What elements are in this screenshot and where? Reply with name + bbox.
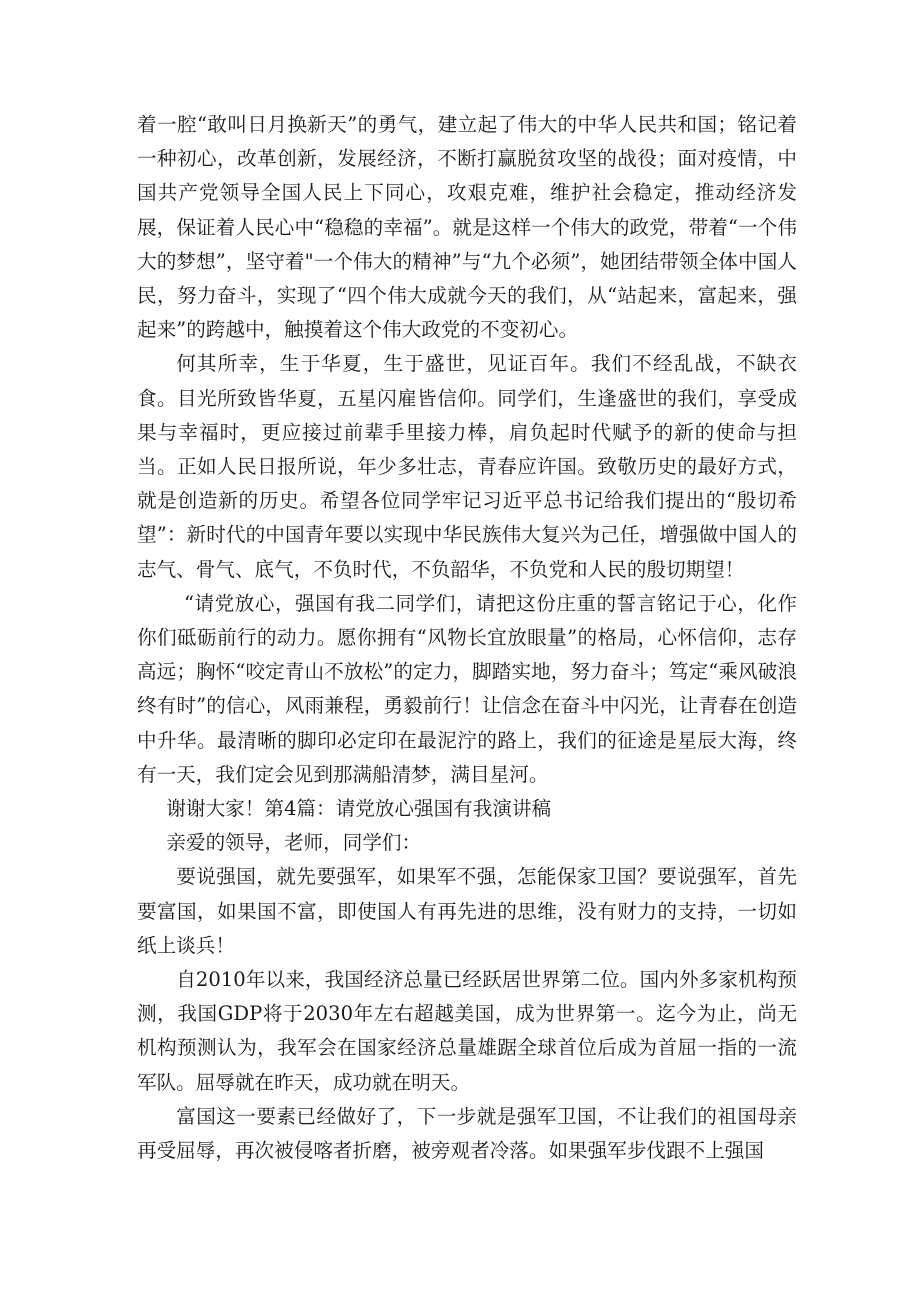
document-body	[137, 108, 797, 1168]
paragraph-economy: 自2010年以来，我国经济总量已经跃居世界第二位。国内外多家机构预测，我国GDP将于2030年左右超越美国，成为世界第一。迄今为止，尚无机构预测认为，我军会在国家经济总量雄踞全球首位后成为首屈一指的一流军队。屈辱就在昨天，成功就在明天。	[137, 968, 797, 1094]
paragraph-strong-army: 要说强国，就先要强军，如果军不强，怎能保家卫国？要说强军，首先要富国，如果国不富，即使国人有再先进的思维，没有财力的支持，一切如纸上谈兵！	[137, 865, 797, 957]
salutation: 亲爱的领导，老师，同学们：	[166, 831, 422, 855]
paragraph-next-step: 富国这一要素已经做好了，下一步就是强军卫国，不让我们的祖国母亲再受屈辱，再次被侵喀者折磨，被旁观者冷落。如果强军步伐跟不上强国	[137, 1104, 797, 1163]
paragraph-pledge: “请党放心，强国有我二同学们，请把这份庄重的誓言铭记于心，化作你们砥砺前行的动力。愿你拥有“风物长宜放眼量”的格局，心怀信仰，志存高远；胸怀“咬定青山不放松”的定力，脚踏实地，努力奋斗；笃定“乘风破浪终有时”的信心，风雨兼程，勇毅前行！让信念在奋斗中闪光，让青春在创造中升华。最清晰的脚印必定印在最泥泞的路上，我们的征途是星辰大海，终有一天，我们定会见到那满船清梦，满目星河。	[137, 591, 797, 786]
paragraph-blessed-era: 何其所幸，生于华夏，生于盛世，见证百年。我们不经乱战，不缺衣食。目光所致皆华夏，五星闪雇皆信仰。同学们，生逢盛世的我们，享受成果与幸福时，更应接过前辈手里接力棒，肩负起时代赋予的新的使命与担当。正如人民日报所说，年少多壮志，青春应许国。致敬历史的最好方式，就是创造新的历史。希望各位同学牢记习近平总书记给我们提出的“殷切希望”：新时代的中国青年要以实现中华民族伟大复兴为己任，增强做中国人的志气、骨气、底气，不负时代，不负韶华，不负党和人民的殷切期望！	[137, 352, 797, 581]
paragraph-continuation: 着一腔“敢叫日月换新天”的勇气，建立起了伟大的中华人民共和国；铭记着一种初心，改革创新，发展经济，不断打赢脱贫攻坚的战役；面对疫情，中国共产党领导全国人民上下同心，攻艰克难，维护社会稳定，推动经济发展，保证着人民心中“稳稳的幸福”。就是这样一个伟大的政党，带着“一个伟大的梦想”，坚守着"一个伟大的精神”与“九个必须”，她团结带领全体中国人民，努力奋斗，实现了“四个伟大成就今天的我们，从“站起来，富起来，强起来”的跨越中，触摸着这个伟大政党的不变初心。	[137, 113, 797, 342]
paragraph-thanks-and-heading: 谢谢大家！第4篇：请党放心强国有我演讲稿	[166, 797, 552, 821]
